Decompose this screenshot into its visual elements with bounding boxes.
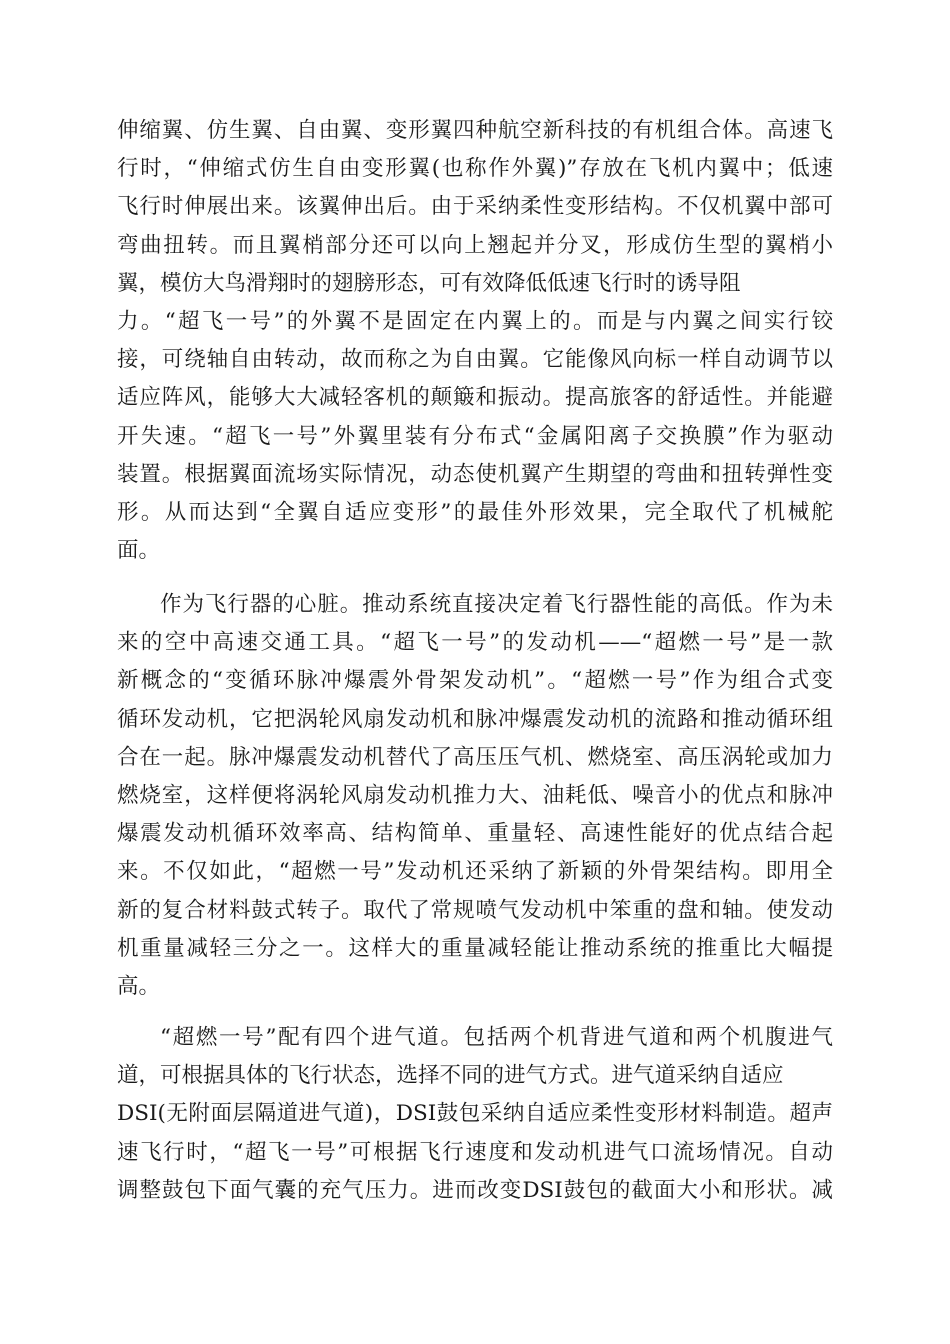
text-line: 高。 bbox=[117, 973, 161, 999]
text-line: 循环发动机，它把涡轮风扇发动机和脉冲爆震发动机的流路和推动循环组 bbox=[117, 706, 833, 732]
text-line: 爆震发动机循环效率高、结构简单、重量轻、高速性能好的优点结合起 bbox=[117, 821, 833, 847]
text-line: 面。 bbox=[117, 538, 161, 564]
text-line: 适应阵风，能够大大减轻客机的颠簸和振动。提高旅客的舒适性。并能避 bbox=[117, 385, 833, 411]
text-line: 翼，模仿大鸟滑翔时的翅膀形态，可有效降低低速飞行时的诱导阻 bbox=[117, 270, 741, 296]
text-line: 形。从而达到“全翼自适应变形”的最佳外形效果，完全取代了机械舵 bbox=[117, 499, 833, 525]
text-line: 合在一起。脉冲爆震发动机替代了高压压气机、燃烧室、高压涡轮或加力 bbox=[117, 744, 833, 770]
text-line: 力。“超飞一号”的外翼不是固定在内翼上的。而是与内翼之间实行铰 bbox=[117, 308, 833, 334]
paragraph-wing bbox=[117, 112, 833, 570]
text-line: 作为飞行器的心脏。推动系统直接决定着飞行器性能的高低。作为未 bbox=[160, 592, 833, 617]
text-line: 机重量减轻三分之一。这样大的重量减轻能让推动系统的推重比大幅提 bbox=[117, 935, 833, 961]
text-line: 道，可根据具体的飞行状态，选择不同的进气方式。进气道采纳自适应 bbox=[117, 1063, 784, 1089]
text-line: 行时，“伸缩式仿生自由变形翼(也称作外翼)”存放在飞机内翼中；低速 bbox=[117, 156, 833, 182]
text-line: 飞行时伸展出来。该翼伸出后。由于采纳柔性变形结构。不仅机翼中部可 bbox=[117, 194, 833, 220]
text-line: 弯曲扭转。而且翼梢部分还可以向上翘起并分叉，形成仿生型的翼梢小 bbox=[117, 232, 833, 258]
paragraph-engine bbox=[117, 586, 833, 1006]
text-line: 调整鼓包下面气囊的充气压力。进而改变DSI鼓包的截面大小和形状。减 bbox=[117, 1177, 833, 1203]
text-line: 开失速。“超飞一号”外翼里装有分布式“金属阳离子交换膜”作为驱动 bbox=[117, 423, 833, 449]
text-line: 速飞行时，“超飞一号”可根据飞行速度和发动机进气口流场情况。自动 bbox=[117, 1139, 833, 1165]
text-line: 装置。根据翼面流场实际情况，动态使机翼产生期望的弯曲和扭转弹性变 bbox=[117, 461, 833, 487]
paragraph-inlet bbox=[117, 1019, 833, 1210]
text-line: 来的空中高速交通工具。“超飞一号”的发动机——“超燃一号”是一款 bbox=[117, 630, 833, 656]
text-line: 伸缩翼、仿生翼、自由翼、变形翼四种航空新科技的有机组合体。高速飞 bbox=[117, 118, 833, 143]
text-line: 新的复合材料鼓式转子。取代了常规喷气发动机中笨重的盘和轴。使发动 bbox=[117, 897, 833, 923]
text-line: 来。不仅如此，“超燃一号”发动机还采纳了新颖的外骨架结构。即用全 bbox=[117, 859, 833, 885]
text-line: DSI(无附面层隔道进气道)，DSI鼓包采纳自适应柔性变形材料制造。超声 bbox=[117, 1101, 833, 1127]
text-line: “超燃一号”配有四个进气道。包括两个机背进气道和两个机腹进气 bbox=[160, 1025, 833, 1050]
text-line: 燃烧室，这样便将涡轮风扇发动机推力大、油耗低、噪音小的优点和脉冲 bbox=[117, 782, 833, 808]
text-line: 接，可绕轴自由转动，故而称之为自由翼。它能像风向标一样自动调节以 bbox=[117, 347, 833, 373]
text-line: 新概念的“变循环脉冲爆震外骨架发动机”。“超燃一号”作为组合式变 bbox=[117, 668, 833, 694]
